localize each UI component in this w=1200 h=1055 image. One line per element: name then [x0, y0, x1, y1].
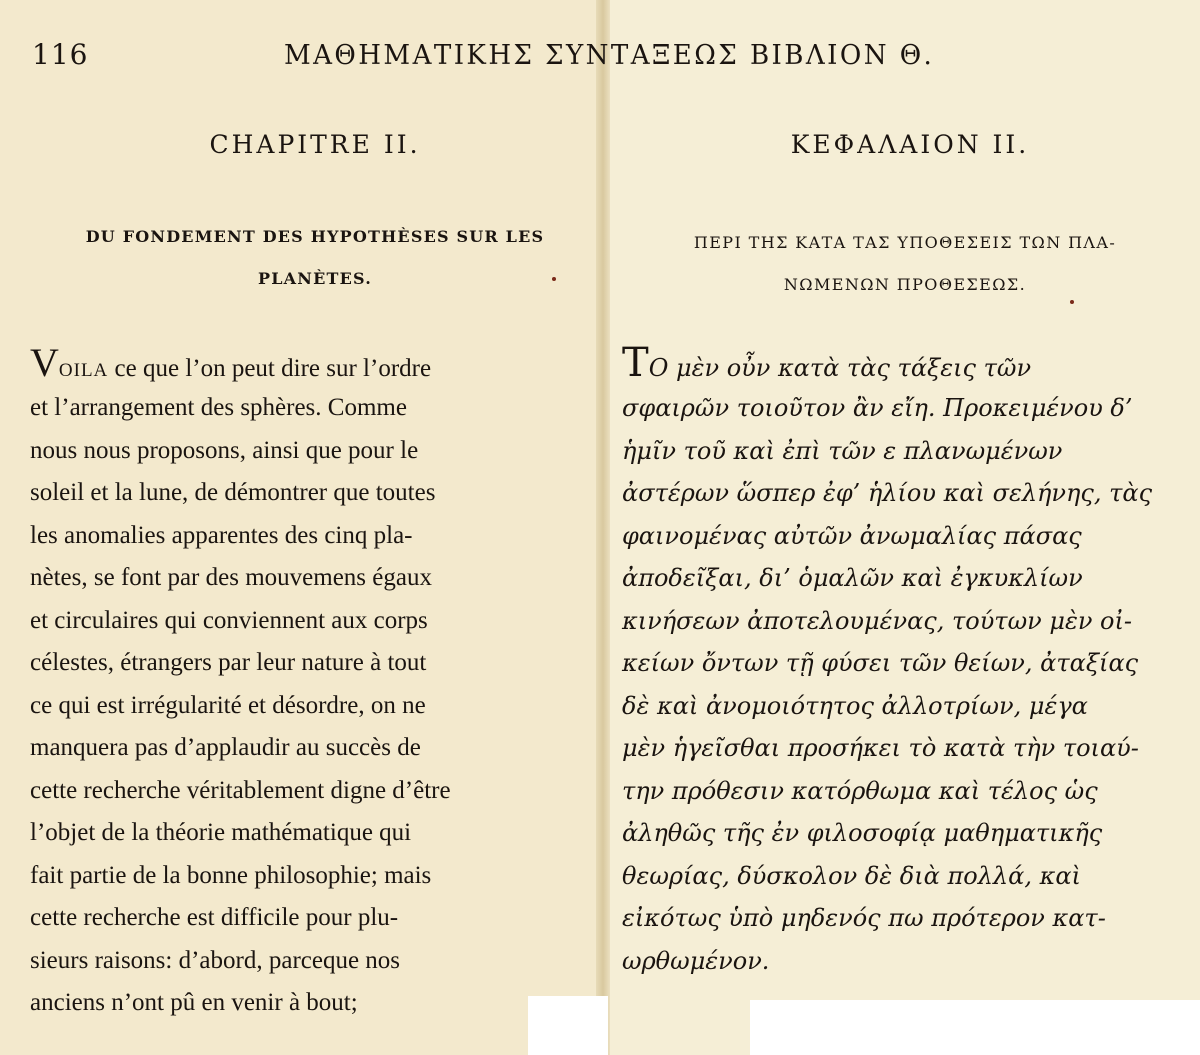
- french-text-line: les anomalies apparentes des cinq pla-: [30, 521, 413, 549]
- greek-text-line: ἀποδεῖξαι, δι’ ὁμαλῶν καὶ ἐγκυκλίων: [622, 564, 1083, 592]
- french-text-line: célestes, étrangers par leur nature à tout: [30, 649, 427, 676]
- running-head: [0, 38, 1200, 78]
- french-text-line: nous nous proposons, ainsi que pour le: [30, 436, 419, 464]
- french-text-line: fait partie de la bonne philosophie; mais: [30, 861, 432, 889]
- greek-text-line: κινήσεων ἀποτελουμένας, τούτων μὲν οἰ-: [622, 606, 1133, 635]
- french-text-line: cette recherche est difficile pour plu-: [30, 904, 399, 931]
- greek-text-line: εἰκότως ὑπὸ μηδενός πω πρότερον κατ-: [622, 904, 1106, 932]
- section-title-fr-line: PLANÈTES.: [258, 269, 372, 288]
- ink-speck: [552, 277, 556, 281]
- french-text-line: manquera pas d’applaudir au succès de: [30, 734, 421, 761]
- page-number: 116: [32, 38, 89, 71]
- section-title-gr-line: ΝΩΜΕΝΩΝ ΠΡΟΘΕΣΕΩΣ.: [783, 275, 1027, 294]
- blank-patch-left: [528, 996, 608, 1055]
- greek-text-line: φαινομένας αὐτῶν ἀνωμαλίας πάσας: [622, 521, 1082, 550]
- section-title-gr: [620, 222, 1190, 306]
- ink-speck: [1070, 300, 1074, 304]
- french-text-line: l’objet de la théorie mathématique qui: [30, 819, 412, 846]
- page-gutter: [596, 0, 610, 1055]
- greek-text-line: δὲ καὶ ἀνομοιότητος ἀλλοτρίων, μέγα: [622, 691, 1088, 720]
- drop-cap: V: [30, 340, 59, 385]
- blank-patch-right: [750, 1000, 1200, 1055]
- greek-text-line: ἀστέρων ὥσπερ ἐφ’ ἡλίου καὶ σελήνης, τὰς: [622, 479, 1153, 507]
- section-title-fr-line: DU FONDEMENT DES HYPOTHÈSES SUR LES: [85, 227, 545, 246]
- small-caps-word: OILA: [58, 360, 109, 381]
- section-title-gr-line: ΠΕΡΙ ΤΗΣ ΚΑΤΑ ΤΑΣ ΥΠΟΘΕΣΕΙΣ ΤΩΝ ΠΛΑ-: [693, 233, 1117, 252]
- french-text-line: VOILA ce que l’on peut dire sur l’ordre: [30, 340, 432, 385]
- french-text-line: anciens n’ont pû en venir à bout;: [30, 989, 358, 1016]
- greek-text-line: σφαιρῶν τοιοῦτον ἂν εἴη. Προκειμένου δ’: [622, 394, 1133, 422]
- french-text-line: et circulaires qui conviennent aux corps: [30, 606, 428, 634]
- greek-text-line: κείων ὄντων τῇ φύσει τῶν θείων, ἀταξίας: [622, 649, 1139, 677]
- running-title: ΜΑΘΗΜΑΤΙΚΗΣ ΣΥΝΤΑΞΕΩΣ ΒΙΒΛΙΟΝ Θ.: [284, 40, 935, 71]
- french-text-line: ce qui est irrégularité et désordre, on ne: [30, 691, 426, 719]
- greek-text-line: θεωρίας, δύσκολον δὲ διὰ πολλά, καὶ: [622, 861, 1081, 890]
- chapter-heading-fr: CHAPITRE II.: [209, 130, 421, 159]
- section-title-fr: [20, 216, 610, 300]
- greek-text-line: ἡμῖν τοῦ καὶ ἐπὶ τῶν ε πλανωμένων: [622, 436, 1063, 465]
- french-text-line: et l’arrangement des sphères. Comme: [30, 394, 407, 421]
- greek-text-line: την πρόθεσιν κατόρθωμα καὶ τέλος ὡς: [622, 776, 1098, 805]
- french-text-line: nètes, se font par des mouvemens égaux: [30, 564, 432, 591]
- french-text-line: cette recherche véritablement digne d’être: [30, 776, 451, 804]
- greek-text-line: ΤΟ μὲν οὖν κατὰ τὰς τάξεις τῶν: [622, 340, 1032, 386]
- greek-text-line: μὲν ἡγεῖσθαι προσήκει τὸ κατὰ τὴν τοιαύ-: [622, 734, 1139, 762]
- french-text-line: sieurs raisons: d’abord, parceque nos: [30, 946, 401, 974]
- greek-text-line: ἀληθῶς τῆς ἐν φιλοσοφίᾳ μαθηματικῆς: [622, 819, 1103, 847]
- drop-cap: Τ: [622, 340, 649, 386]
- chapter-heading-gr: ΚΕΦΑΛΑΙΟΝ ΙΙ.: [790, 130, 1030, 159]
- greek-text-line: ωρθωμένον.: [622, 946, 770, 975]
- french-text-line: soleil et la lune, de démontrer que toutes: [30, 479, 436, 506]
